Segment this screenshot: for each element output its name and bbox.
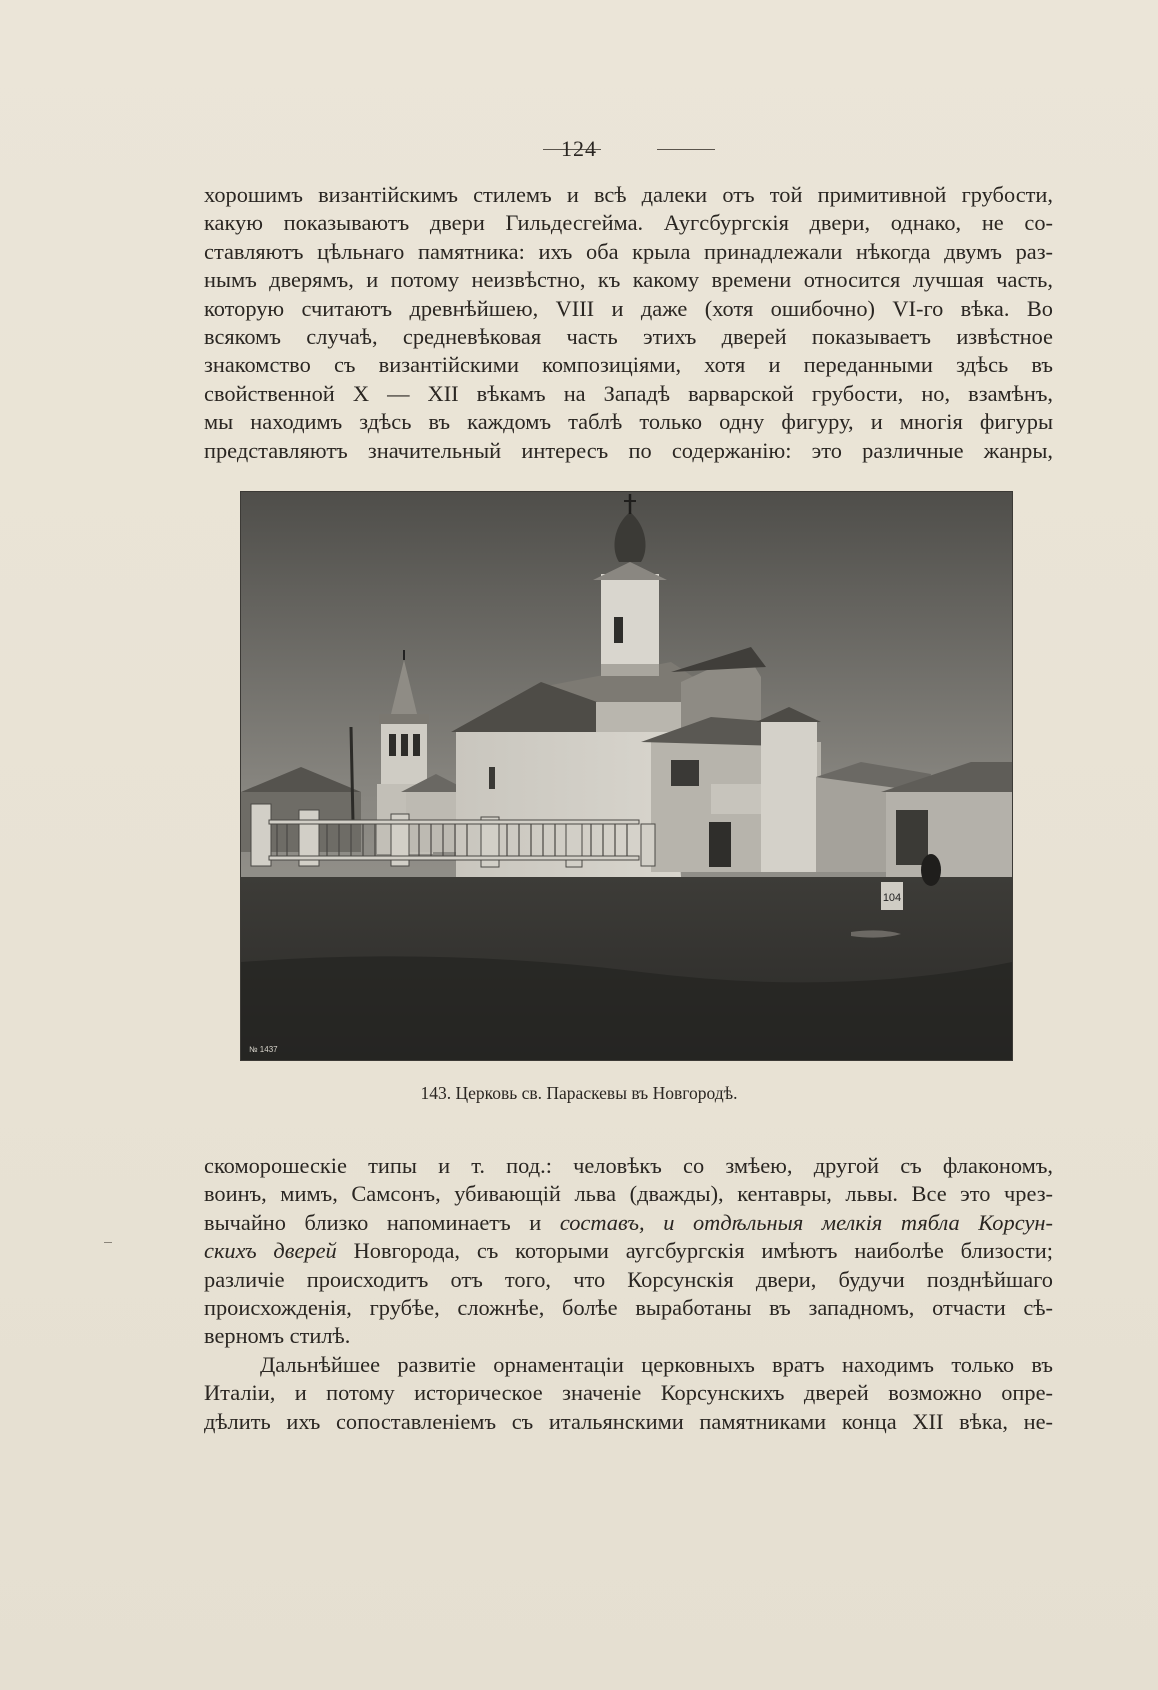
page-number: 124 [561,136,597,161]
italic-run: составъ, и отдѣльныя мелкія тябла Корсун- [559,1209,1053,1235]
text-line [204,1209,1053,1237]
church-illustration [241,492,1012,1060]
text-line: воинъ, мимъ, Самсонъ, убивающій льва (дважды), кентавры, львы. Все это чрез- [204,1181,1053,1207]
text-run: вычайно близко напоминаетъ и [204,1209,560,1235]
text-line: Дальнѣйшее развитіе орнаментаціи церковныхъ вратъ находимъ только въ [260,1351,1053,1377]
top-paragraph [204,181,1053,465]
figure-caption: 143. Церковь св. Параскевы въ Новгородѣ. [420,1083,738,1103]
italic-run: скихъ дверей [204,1238,337,1264]
text-line: хорошимъ византійскимъ стилемъ и всѣ далеки отъ той примитивной грубости, [204,182,1053,207]
text-line: Италіи, и потому историческое значеніе Корсунскихъ дверей возможно опре- [204,1380,1053,1406]
plate-mark: № 1437 [249,1045,278,1054]
text-line: знакомство съ византійскими композиціями, хотя и переданными здѣсь въ [204,352,1053,378]
text-line: ставляютъ цѣльнаго памятника: ихъ оба крыла принадлежали нѣкогда двумъ раз- [204,238,1053,264]
text-line: всякомъ случаѣ, средневѣковая часть этихъ дверей показываетъ извѣстное [204,323,1053,349]
text-line: представляютъ значительный интересъ по содержанію: это различные жанры, [204,437,1053,463]
margin-mark [104,1242,112,1243]
text-line: различіе происходитъ отъ того, что Корсунскія двери, будучи позднѣйшаго [204,1266,1053,1292]
text-line: которую считаютъ древнѣйшею, VIII и даже (хотя ошибочно) VI-го вѣка. Во [204,295,1053,321]
text-line: верномъ стилѣ. [204,1323,351,1349]
text-line: какую показываютъ двери Гильдесгейма. Аугсбургскія двери, однако, не со- [204,210,1053,236]
house-number-text: 104 [882,892,902,904]
text-line: мы находимъ здѣсь въ каждомъ таблѣ только одну фигуру, и многія фигуры [204,409,1053,435]
text-line: скоморошескіе типы и т. под.: человѣкъ со змѣею, другой съ флакономъ, [204,1153,1053,1178]
church-photograph [240,491,1013,1061]
text-line: происхожденія, грубѣе, сложнѣе, болѣе выработаны въ западномъ, отчасти сѣ- [204,1294,1053,1320]
header-rule-right [657,149,715,150]
text-line: дѣлить ихъ сопоставленіемъ съ итальянскими памятниками конца XII вѣка, не- [204,1408,1053,1434]
text-line: нымъ дверямъ, и потому неизвѣстно, къ какому времени относится лучшая часть, [204,267,1053,293]
figure-person [921,854,941,886]
bottom-paragraph [204,1152,1053,1436]
text-line: свойственной X — XII вѣкамъ на Западѣ варварской грубости, но, взамѣнъ, [204,380,1053,406]
text-run: Новгорода, съ которыми аугсбургскія имѣютъ наиболѣе близости; [336,1238,1053,1264]
text-line [204,1237,1053,1265]
